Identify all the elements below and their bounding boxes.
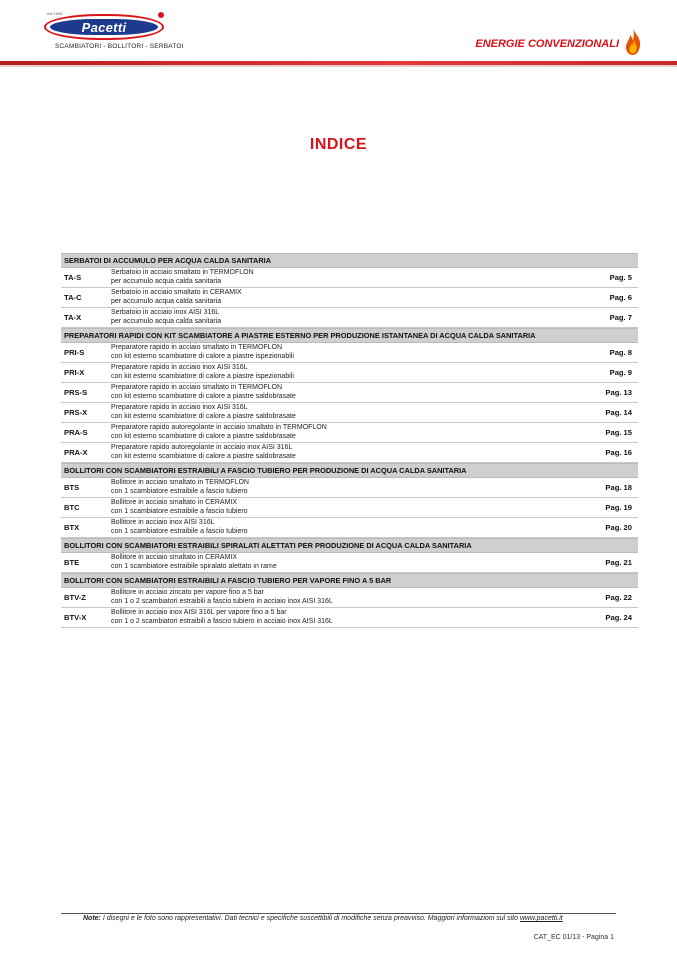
- description-line-2: con kit esterno scambiatore di calore a piastre saldobrasate: [111, 412, 296, 420]
- product-description: [111, 309, 221, 326]
- product-code: PRA-S: [64, 428, 88, 437]
- description-line-2: con 1 scambiatore estraibile spiralato alettato in rame: [111, 562, 277, 570]
- index-row: [61, 478, 638, 498]
- product-description: [111, 589, 333, 606]
- product-description: [111, 519, 248, 536]
- description-line-1: Preparatore rapido in acciaio smaltato in TERMOFLON: [111, 384, 283, 391]
- brand-logo: [44, 14, 164, 40]
- index-table: [61, 253, 638, 628]
- index-row: [61, 343, 638, 363]
- product-code: PRI-S: [64, 348, 85, 357]
- index-row: [61, 403, 638, 423]
- description-line-1: Bollitore in acciaio smaltato in CERAMIX: [111, 554, 238, 561]
- page-header: [0, 0, 677, 70]
- page-reference: Pag. 6: [609, 293, 632, 302]
- section-heading: BOLLITORI CON SCAMBIATORI ESTRAIBILI SPIRALATI ALETTATI PER PRODUZIONE DI ACQUA CALDA SANITARIA: [61, 538, 638, 553]
- index-row: [61, 443, 638, 463]
- description-line-1: Serbatoio in acciaio inox AISI 316L: [111, 309, 220, 316]
- page-reference: Pag. 16: [605, 448, 632, 457]
- product-code: PRI-X: [64, 368, 85, 377]
- description-line-1: Bollitore in acciaio smaltato in CERAMIX: [111, 499, 238, 506]
- product-description: [111, 479, 249, 496]
- index-row: [61, 588, 638, 608]
- page-code: CAT_EC 01/13 - Pagina 1: [533, 934, 614, 941]
- product-code: PRA-X: [64, 448, 88, 457]
- description-line-1: Preparatore rapido in acciaio inox AISI 316L: [111, 364, 248, 371]
- page-reference: Pag. 24: [605, 613, 632, 622]
- index-row: [61, 383, 638, 403]
- website-link[interactable]: www.pacetti.it: [519, 915, 563, 922]
- product-description: [111, 364, 294, 381]
- description-line-1: Bollitore in acciaio inox AISI 316L: [111, 519, 215, 526]
- page-reference: Pag. 8: [609, 348, 632, 357]
- section-heading: PREPARATORI RAPIDI CON KIT SCAMBIATORE A PIASTRE ESTERNO PER PRODUZIONE ISTANTANEA DI ACQUA CALDA SANITARIA: [61, 328, 638, 343]
- description-line-1: Bollitore in acciaio zincato per vapore fino a 5 bar: [111, 589, 264, 596]
- page-title: INDICE: [309, 136, 368, 153]
- index-row: [61, 288, 638, 308]
- category-title: ENERGIE CONVENZIONALI: [475, 38, 619, 50]
- page-reference: Pag. 13: [605, 388, 632, 397]
- description-line-2: con kit esterno scambiatore di calore a piastre ispezionabili: [111, 352, 294, 360]
- description-line-2: con kit esterno scambiatore di calore a piastre saldobrasate: [111, 452, 296, 460]
- product-code: PRS-X: [64, 408, 88, 417]
- description-line-2: con 1 scambiatore estraibile a fascio tubiero: [111, 527, 248, 535]
- page-reference: Pag. 18: [605, 483, 632, 492]
- description-line-1: Preparatore rapido autoregolante in acciaio smaltato in TERMOFLON: [111, 424, 327, 431]
- index-row: [61, 308, 638, 328]
- description-line-2: con 1 o 2 scambiatori estraibili a fascio tubiero in acciaio inox AISI 316L: [111, 617, 333, 625]
- description-line-1: Bollitore in acciaio smaltato in TERMOFLON: [111, 479, 249, 486]
- product-description: [111, 499, 248, 516]
- description-line-1: Serbatoio in acciaio smaltato in CERAMIX: [111, 289, 242, 296]
- section-heading: BOLLITORI CON SCAMBIATORI ESTRAIBILI A FASCIO TUBIERO PER VAPORE FINO A 5 BAR: [61, 573, 638, 588]
- footer-rule: [61, 913, 616, 914]
- product-description: [111, 424, 327, 441]
- page-reference: Pag. 9: [609, 368, 632, 377]
- description-line-1: Preparatore rapido in acciaio smaltato in TERMOFLON: [111, 344, 283, 351]
- index-row: [61, 553, 638, 573]
- product-description: [111, 344, 294, 361]
- index-row: [61, 268, 638, 288]
- description-line-1: Preparatore rapido autoregolante in acciaio inox AISI 316L: [111, 444, 293, 451]
- product-code: PRS-S: [64, 388, 88, 397]
- product-description: [111, 609, 333, 626]
- description-line-2: per accumulo acqua calda sanitaria: [111, 317, 222, 325]
- product-description: [111, 404, 296, 421]
- description-line-2: per accumulo acqua calda sanitaria: [111, 277, 222, 285]
- product-code: BTS: [64, 483, 80, 492]
- product-code: BTE: [64, 558, 80, 567]
- product-code: TA-S: [64, 273, 82, 282]
- index-row: [61, 608, 638, 628]
- logo-tagline: SCAMBIATORI - BOLLITORI - SERBATOI: [55, 43, 184, 50]
- description-line-2: per accumulo acqua calda sanitaria: [111, 297, 222, 305]
- page-reference: Pag. 14: [605, 408, 632, 417]
- flame-icon: [623, 28, 643, 56]
- page-reference: Pag. 15: [605, 428, 632, 437]
- page-reference: Pag. 22: [605, 593, 632, 602]
- product-description: [111, 269, 254, 286]
- description-line-1: Preparatore rapido in acciaio inox AISI 316L: [111, 404, 248, 411]
- description-line-1: Serbatoio in acciaio smaltato in TERMOFLON: [111, 269, 254, 276]
- note-text: I disegni e le foto sono rappresentativi. Dati tecnici e specifiche suscettibili di modifiche senza preavviso. Maggiori informazioni sul sito: [100, 915, 520, 922]
- description-line-2: con 1 o 2 scambiatori estraibili a fascio tubiero in acciaio inox AISI 316L: [111, 597, 333, 605]
- description-line-2: con kit esterno scambiatore di calore a piastre saldobrasate: [111, 392, 296, 400]
- product-description: [111, 384, 296, 401]
- description-line-2: con 1 scambiatore estraibile a fascio tubiero: [111, 507, 248, 515]
- product-code: TA-X: [64, 313, 82, 322]
- footer-note: [83, 915, 563, 922]
- page-reference: Pag. 5: [609, 273, 632, 282]
- index-row: [61, 363, 638, 383]
- product-code: BTV-Z: [64, 593, 86, 602]
- index-row: [61, 518, 638, 538]
- description-line-2: con 1 scambiatore estraibile a fascio tubiero: [111, 487, 248, 495]
- section-heading: SERBATOI DI ACCUMULO PER ACQUA CALDA SANITARIA: [61, 253, 638, 268]
- product-code: TA-C: [64, 293, 82, 302]
- page-reference: Pag. 20: [605, 523, 632, 532]
- index-row: [61, 498, 638, 518]
- product-code: BTV-X: [64, 613, 87, 622]
- logo-since: dal 1968: [47, 11, 63, 16]
- product-code: BTX: [64, 523, 80, 532]
- description-line-2: con kit esterno scambiatore di calore a piastre ispezionabili: [111, 372, 294, 380]
- description-line-1: Bollitore in acciaio inox AISI 316L per vapore fino a 5 bar: [111, 609, 287, 616]
- page-reference: Pag. 7: [609, 313, 632, 322]
- product-description: [111, 554, 277, 571]
- page-reference: Pag. 19: [605, 503, 632, 512]
- note-label: Note:: [83, 915, 101, 922]
- product-code: BTC: [64, 503, 80, 512]
- product-description: [111, 444, 296, 461]
- page-reference: Pag. 21: [605, 558, 632, 567]
- logo-name: Pacetti: [81, 20, 127, 35]
- index-row: [61, 423, 638, 443]
- product-description: [111, 289, 242, 306]
- section-heading: BOLLITORI CON SCAMBIATORI ESTRAIBILI A FASCIO TUBIERO PER PRODUZIONE DI ACQUA CALDA SANITARIA: [61, 463, 638, 478]
- description-line-2: con kit esterno scambiatore di calore a piastre saldobrasate: [111, 432, 296, 440]
